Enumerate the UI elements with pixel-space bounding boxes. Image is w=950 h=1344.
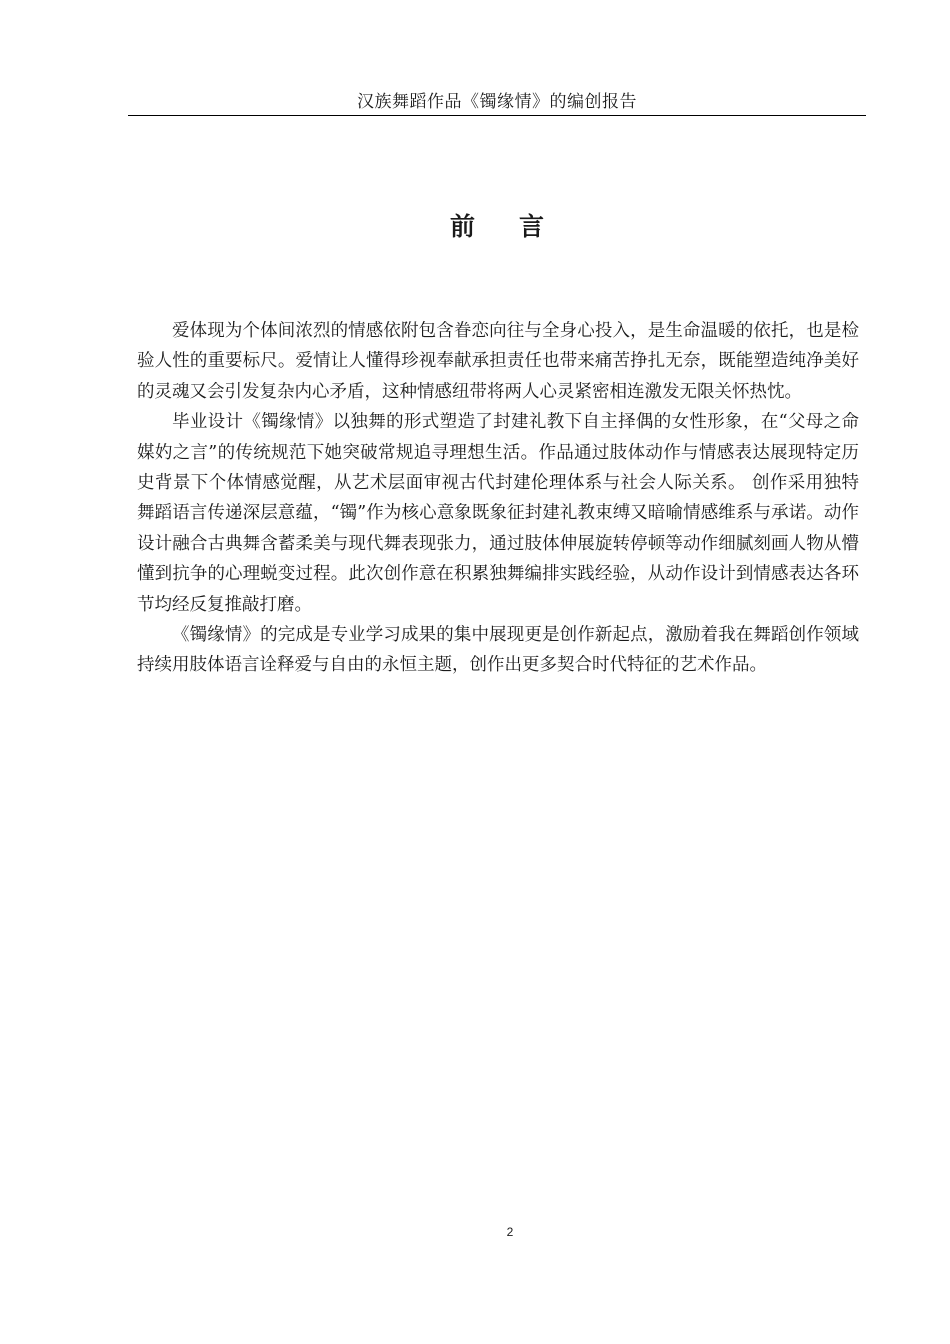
running-header: 汉族舞蹈作品《镯缘情》的编创报告 <box>357 92 637 112</box>
section-title-char-2: 言 <box>519 212 545 241</box>
paragraph-3: 《镯缘情》的完成是专业学习成果的集中展现更是创作新起点，激励着我在舞蹈创作领域持续用肢体语言诠释爱与自由的永恒主题，创作出更多契合时代特征的艺术作品。 <box>137 625 859 676</box>
section-title <box>128 207 866 247</box>
page-number: 2 <box>506 1225 514 1239</box>
paragraph-2: 毕业设计《镯缘情》以独舞的形式塑造了封建礼教下自主择偶的女性形象，在“父母之命媒妁之言”的传统规范下她突破常规追寻理想生活。作品通过肢体动作与情感表达展现特定历史背景下个体情感觉醒，从艺术层面审视古代封建伦理体系与社会人际关系。 创作采用独特舞蹈语言传递深层意蕴，“镯”作为核心意象既象征封建礼教束缚又暗喻情感维系与承诺。动作设计融合古典舞含蓄柔美与现代舞表现张力，通过肢体伸展旋转停顿等动作细腻刻画人物从懵懂到抗争的心理蜕变过程。此次创作意在积累独舞编排实践经验，从动作设计到情感表达各环节均经反复推敲打磨。 <box>137 412 859 615</box>
header-rule <box>128 115 866 116</box>
section-title-char-1: 前 <box>449 212 475 241</box>
paragraph-1: 爱体现为个体间浓烈的情感依附包含眷恋向往与全身心投入，是生命温暖的依托，也是检验人性的重要标尺。爱情让人懂得珍视奉献承担责任也带来痛苦挣扎无奈，既能塑造纯净美好的灵魂又会引发复杂内心矛盾，这种情感纽带将两人心灵紧密相连激发无限关怀热忱。 <box>137 321 859 402</box>
preface-body <box>137 316 859 681</box>
